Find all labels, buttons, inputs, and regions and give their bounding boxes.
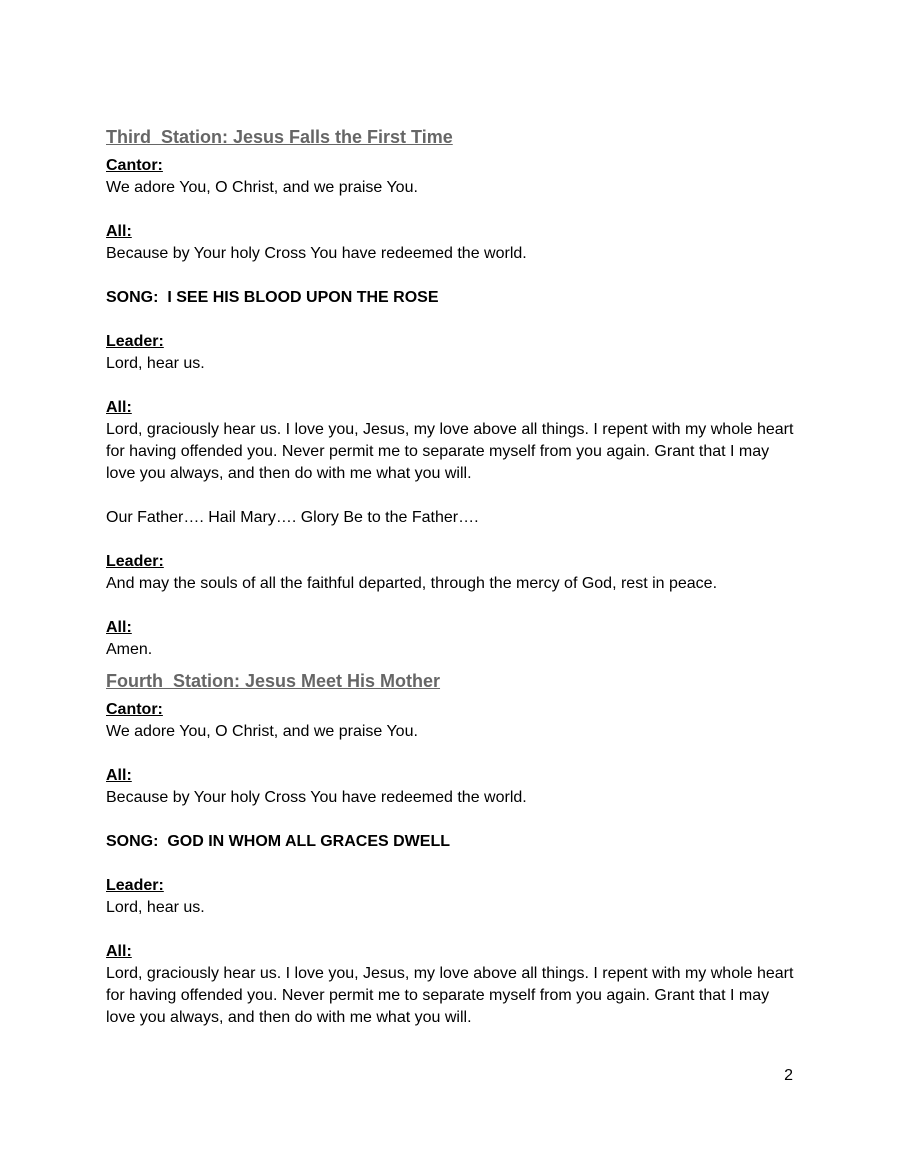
all-text: Because by Your holy Cross You have redeemed the world.: [106, 789, 527, 806]
prayers-text: Our Father…. Hail Mary…. Glory Be to the Father….: [106, 509, 479, 526]
page-number: 2: [784, 1067, 793, 1084]
leader-label: Leader:: [106, 877, 164, 894]
all-label: All:: [106, 223, 132, 240]
song-title: SONG: I SEE HIS BLOOD UPON THE ROSE: [106, 289, 439, 306]
leader-text: Lord, hear us.: [106, 899, 205, 916]
cantor-text: We adore You, O Christ, and we praise You.: [106, 723, 418, 740]
song-title: SONG: GOD IN WHOM ALL GRACES DWELL: [106, 833, 450, 850]
leader-block: [106, 331, 796, 375]
all-label: All:: [106, 767, 132, 784]
cantor-label: Cantor:: [106, 701, 163, 718]
prayers-block: [106, 507, 796, 529]
fourth-station-section: [106, 670, 796, 1029]
all-block: [106, 617, 796, 661]
third-station-section: [106, 126, 796, 661]
all-label: All:: [106, 399, 132, 416]
document-page: [106, 126, 796, 1051]
all-block: [106, 941, 796, 1029]
station-title: Fourth Station: Jesus Meet His Mother: [106, 671, 441, 691]
leader-block: [106, 551, 796, 595]
all-label: All:: [106, 943, 132, 960]
leader-block: [106, 875, 796, 919]
all-block: [106, 397, 796, 485]
leader-text: And may the souls of all the faithful departed, through the mercy of God, rest in peace.: [106, 575, 718, 592]
all-label: All:: [106, 619, 132, 636]
all-prayer-text: Lord, graciously hear us. I love you, Jesus, my love above all things. I repent with my whole heart for having offended you. Never permit me to separate myself from you again. Grant that I may love you always, and then do with me what you will.: [106, 965, 794, 1026]
leader-label: Leader:: [106, 553, 164, 570]
cantor-block: [106, 699, 796, 743]
all-block: [106, 221, 796, 265]
cantor-block: [106, 155, 796, 199]
all-block: [106, 765, 796, 809]
leader-label: Leader:: [106, 333, 164, 350]
cantor-text: We adore You, O Christ, and we praise You.: [106, 179, 418, 196]
leader-text: Lord, hear us.: [106, 355, 205, 372]
station-title: Third Station: Jesus Falls the First Time: [106, 127, 453, 147]
all-prayer-text: Lord, graciously hear us. I love you, Jesus, my love above all things. I repent with my whole heart for having offended you. Never permit me to separate myself from you again. Grant that I may love you always, and then do with me what you will.: [106, 421, 794, 482]
cantor-label: Cantor:: [106, 157, 163, 174]
all-text: Because by Your holy Cross You have redeemed the world.: [106, 245, 527, 262]
all-text: Amen.: [106, 641, 153, 658]
